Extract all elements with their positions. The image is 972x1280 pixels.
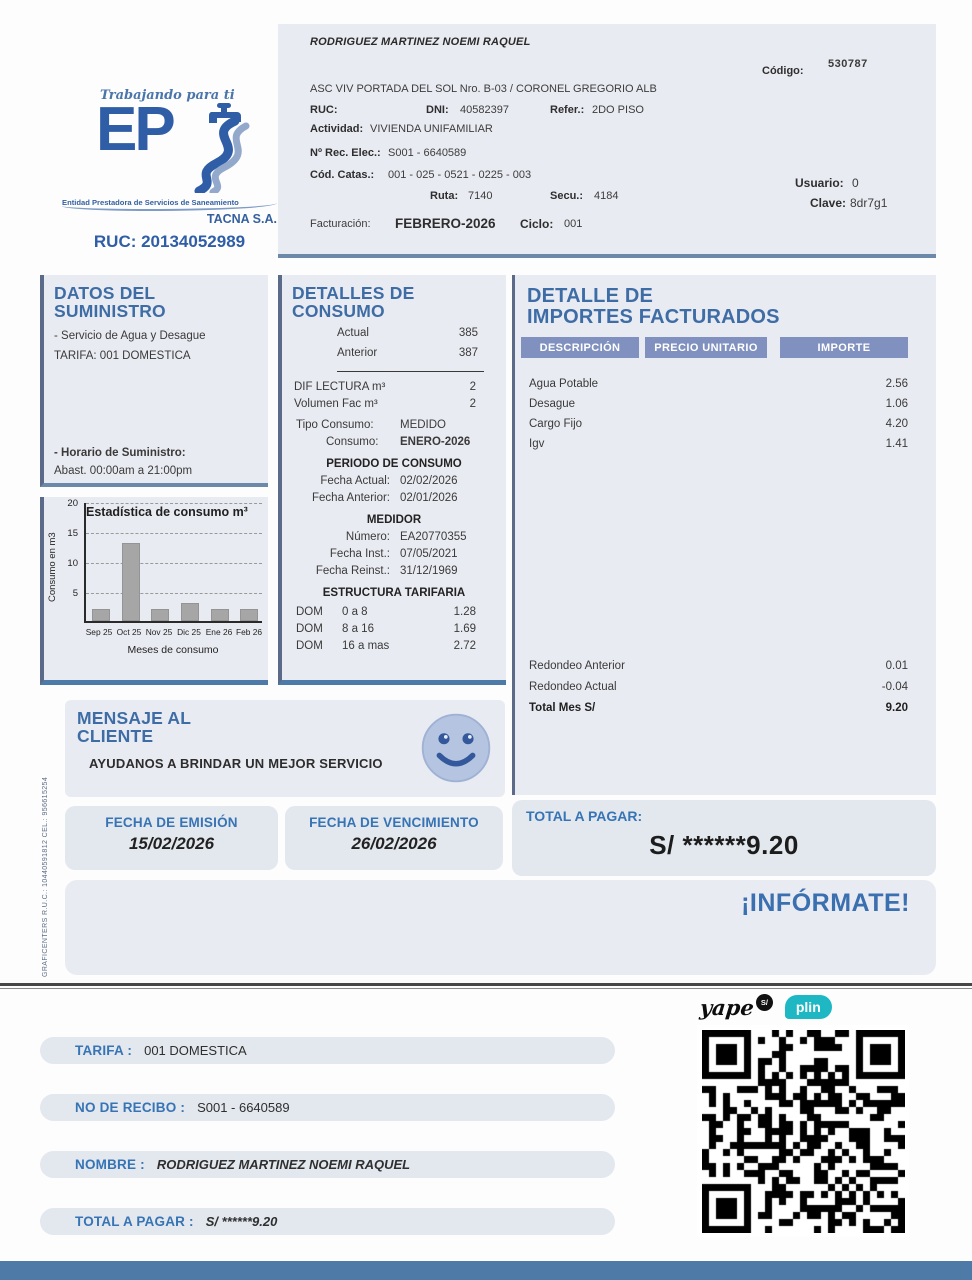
stub-label: NOMBRE : (75, 1157, 145, 1172)
yape-logo: yape S/ (700, 997, 773, 1018)
customer-name: RODRIGUEZ MARTINEZ NOEMI RAQUEL (310, 36, 531, 48)
separator-line (0, 983, 972, 986)
payment-stub-row (40, 1151, 615, 1178)
table-header-precio-unitario: PRECIO UNITARIO (645, 337, 767, 358)
table-row (515, 378, 936, 390)
tier-range: 8 a 16 (342, 623, 374, 635)
logo-org-name: Entidad Prestadora de Servicios de Saneamiento (62, 198, 277, 211)
due-date-label: FECHA DE VENCIMIENTO (309, 815, 479, 830)
chart-bar-oct-25 (122, 543, 140, 621)
row-description: Redondeo Anterior (529, 660, 625, 672)
horario-value: Abast. 00:00am a 21:00pm (54, 465, 193, 477)
emission-date-label: FECHA DE EMISIÓN (105, 815, 238, 830)
row-importe: 0.01 (885, 660, 908, 672)
row-description: Redondeo Actual (529, 681, 617, 693)
x-axis-tick: Dic 25 (177, 627, 201, 637)
ruc-label: RUC: (310, 104, 338, 116)
tipo-consumo-label: Tipo Consumo: (296, 419, 374, 431)
billed-amounts-title: DETALLE DE IMPORTES FACTURADOS (527, 285, 780, 329)
plin-logo: plin (785, 995, 832, 1019)
chart-bar-ene-26 (211, 609, 229, 621)
rounding-row (515, 660, 936, 672)
gridline (86, 533, 262, 534)
dni-value: 40582397 (460, 104, 509, 116)
table-row (515, 418, 936, 430)
tier-price: 1.28 (453, 606, 476, 618)
tier-zone: DOM (296, 606, 323, 618)
fecha-actual-value: 02/02/2026 (400, 475, 458, 487)
fecha-inst-value: 07/05/2021 (400, 548, 458, 560)
stub-label: NO DE RECIBO : (75, 1100, 186, 1115)
tier-zone: DOM (296, 623, 323, 635)
yape-badge-icon: S/ (756, 994, 773, 1011)
x-axis-tick: Sep 25 (85, 627, 113, 637)
y-axis-tick: 20 (67, 498, 78, 509)
tier-range: 0 a 8 (342, 606, 368, 618)
total-month-row (515, 702, 936, 714)
qr-code (697, 1025, 909, 1237)
qr-code-canvas (702, 1030, 905, 1233)
chart-bar-nov-25 (151, 609, 169, 621)
stub-value: S001 - 6640589 (197, 1100, 290, 1115)
service-line: - Servicio de Agua y Desague (54, 330, 206, 342)
facturacion-value: FEBRERO-2026 (395, 216, 496, 231)
volumen-fac-label: Volumen Fac m³ (294, 398, 378, 410)
due-date-value: 26/02/2026 (351, 834, 437, 853)
chart-bar-dic-25 (181, 603, 199, 621)
x-axis-tick: Nov 25 (145, 627, 173, 637)
logo-brand-ep: EP (96, 95, 173, 164)
rec-elec-value: S001 - 6640589 (388, 147, 467, 159)
chart-bar-feb-26 (240, 609, 258, 621)
row-description: Agua Potable (529, 378, 599, 390)
row-description: Cargo Fijo (529, 418, 583, 430)
volumen-fac-value: 2 (469, 398, 476, 410)
cod-catas-label: Cód. Catas.: (310, 169, 375, 181)
payment-stub-row (40, 1094, 615, 1121)
customer-header-panel (278, 24, 936, 258)
row-description: Igv (529, 438, 545, 450)
river-s-faucet-icon (173, 101, 251, 198)
logo-tagline: Trabajando para ti (100, 88, 235, 103)
consumption-chart (40, 497, 268, 685)
supply-data-panel (40, 275, 268, 487)
chart-plot-area (84, 503, 262, 623)
y-axis-tick: 5 (72, 588, 78, 599)
company-logo (62, 88, 277, 252)
fecha-reinst-value: 31/12/1969 (400, 565, 458, 577)
secu-value: 4184 (594, 190, 619, 202)
cod-catas-value: 001 - 025 - 0521 - 0225 - 003 (388, 169, 532, 181)
gridline (86, 503, 262, 504)
message-body: AYUDANOS A BRINDAR UN MEJOR SERVICIO (89, 756, 383, 771)
periodo-title: PERIODO DE CONSUMO (326, 458, 462, 470)
row-importe: 4.20 (885, 418, 908, 430)
row-importe: 1.06 (885, 398, 908, 410)
anterior-value: 387 (458, 347, 478, 359)
customer-address: ASC VIV PORTADA DEL SOL Nro. B-03 / CORONEL GREGORIO ALB (310, 83, 657, 95)
tariff-tier-row (282, 606, 506, 618)
chart-title: Estadística de consumo m³ (86, 505, 248, 519)
company-ruc: RUC: 20134052989 (93, 232, 246, 251)
payment-stub-row (40, 1037, 615, 1064)
stub-label: TOTAL A PAGAR : (75, 1214, 194, 1229)
consumption-panel-title: DETALLES DE CONSUMO (292, 283, 415, 322)
secu-label: Secu.: (550, 190, 584, 202)
medidor-numero-label: Número: (345, 531, 390, 543)
smiley-face-icon (419, 711, 493, 790)
x-axis-tick: Oct 25 (116, 627, 142, 637)
actual-value: 385 (458, 327, 478, 339)
refer-value: 2DO PISO (592, 104, 644, 116)
row-importe: 1.41 (885, 438, 908, 450)
ruta-value: 7140 (468, 190, 493, 202)
supply-panel-title: DATOS DEL SUMINISTRO (54, 283, 166, 322)
fecha-anterior-label: Fecha Anterior: (312, 492, 390, 504)
consumo-mes-value: ENERO-2026 (400, 436, 471, 448)
stub-value: 001 DOMESTICA (144, 1043, 247, 1058)
ciclo-value: 001 (564, 218, 583, 230)
codigo-value: 530787 (828, 58, 868, 70)
fecha-actual-label: Fecha Actual: (320, 475, 390, 487)
table-row (515, 398, 936, 410)
consumption-details-panel (278, 275, 506, 685)
row-importe: 2.56 (885, 378, 908, 390)
informate-panel (65, 880, 936, 975)
clave-label: Clave: (810, 196, 847, 210)
y-axis-label: Consumo en m3 (47, 532, 58, 602)
dif-lectura-label: DIF LECTURA m³ (294, 381, 386, 393)
y-axis-tick: 15 (67, 528, 78, 539)
ciclo-label: Ciclo: (520, 217, 554, 231)
gridline (86, 593, 262, 594)
customer-message-panel (65, 700, 505, 797)
rounding-row (515, 681, 936, 693)
payment-stub-row (40, 1208, 615, 1235)
tariff-tier-row (282, 640, 506, 652)
horario-label: - Horario de Suministro: (54, 447, 186, 459)
codigo-label: Código: (762, 65, 804, 77)
rec-elec-label: Nº Rec. Elec.: (310, 147, 381, 159)
emission-date-card (65, 806, 278, 870)
tier-zone: DOM (296, 640, 323, 652)
gridline (86, 563, 262, 564)
anterior-label: Anterior (337, 347, 378, 359)
tipo-consumo-value: MEDIDO (400, 419, 446, 431)
facturacion-label: Facturación: (310, 218, 371, 230)
table-row (515, 438, 936, 450)
actual-label: Actual (337, 327, 369, 339)
row-importe: -0.04 (881, 681, 908, 693)
stub-value: RODRIGUEZ MARTINEZ NOEMI RAQUEL (156, 1157, 411, 1172)
tarifa-line: TARIFA: 001 DOMESTICA (54, 350, 191, 362)
fecha-anterior-value: 02/01/2026 (400, 492, 458, 504)
fecha-inst-label: Fecha Inst.: (329, 548, 390, 560)
dif-lectura-value: 2 (469, 381, 476, 393)
row-importe: 9.20 (885, 702, 908, 714)
stub-label: TARIFA : (75, 1043, 133, 1058)
table-header-descripcion: DESCRIPCIÓN (521, 337, 639, 358)
chart-bar-sep-25 (92, 609, 110, 621)
x-axis-label: Meses de consumo (127, 644, 219, 656)
usuario-value: 0 (852, 176, 859, 190)
clave-value: 8dr7g1 (850, 196, 888, 210)
x-axis-ticks (84, 627, 264, 637)
divider (337, 371, 484, 372)
estructura-title: ESTRUCTURA TARIFARIA (322, 587, 466, 599)
logo-org-abbrev: TACNA S.A. (206, 212, 277, 226)
informate-text: ¡INFÓRMATE! (741, 889, 910, 917)
actividad-value: VIVIENDA UNIFAMILIAR (370, 123, 493, 135)
tariff-tier-row (282, 623, 506, 635)
total-to-pay-amount: S/ ******9.20 (649, 830, 799, 860)
total-to-pay-label: TOTAL A PAGAR: (526, 808, 643, 824)
stub-value: S/ ******9.20 (205, 1214, 278, 1229)
medidor-title: MEDIDOR (366, 514, 422, 526)
x-axis-tick: Ene 26 (205, 627, 233, 637)
table-header-importe: IMPORTE (780, 337, 908, 358)
y-axis-tick: 10 (67, 558, 78, 569)
ruta-label: Ruta: (430, 190, 459, 202)
message-title: MENSAJE AL CLIENTE (77, 708, 192, 747)
tier-price: 1.69 (453, 623, 476, 635)
row-description: Total Mes S/ (529, 702, 596, 714)
bottom-bar (0, 1261, 972, 1280)
printer-credit: GRAFICENTERS R.U.C.: 10440591812 CEL.: 956615254 (42, 776, 49, 977)
tier-range: 16 a mas (342, 640, 390, 652)
x-axis-tick: Feb 26 (235, 627, 263, 637)
payment-logos (700, 990, 832, 1024)
due-date-card (285, 806, 503, 870)
row-description: Desague (529, 398, 576, 410)
emission-date-value: 15/02/2026 (128, 834, 215, 853)
tier-price: 2.72 (453, 640, 476, 652)
refer-label: Refer.: (550, 104, 585, 116)
total-to-pay-card (512, 800, 936, 876)
payment-stub-fields (40, 1037, 615, 1265)
usuario-label: Usuario: (795, 176, 844, 190)
fecha-reinst-label: Fecha Reinst.: (315, 565, 390, 577)
dni-label: DNI: (426, 104, 449, 116)
billed-amounts-panel (512, 275, 936, 795)
medidor-numero-value: EA20770355 (400, 531, 467, 543)
consumo-mes-label: Consumo: (326, 436, 379, 448)
actividad-label: Actividad: (310, 123, 364, 135)
separator-line-thin (0, 988, 972, 989)
